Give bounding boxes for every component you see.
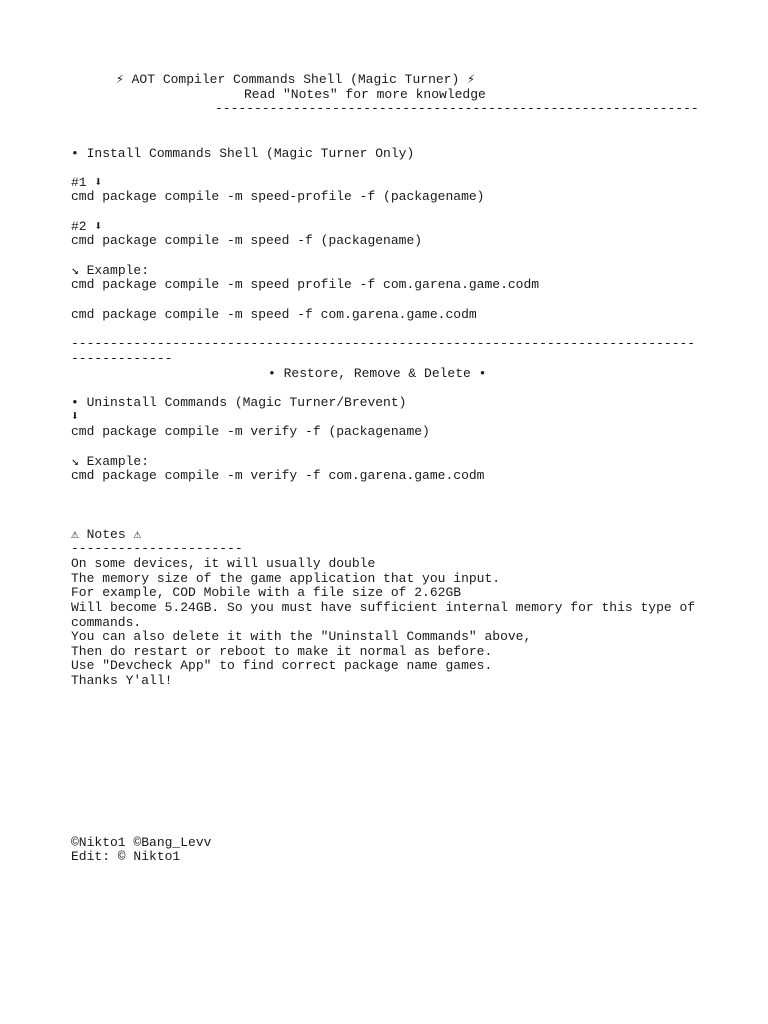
notes-line: Then do restart or reboot to make it normal as before. [71, 644, 493, 659]
doc-title: ⚡ AOT Compiler Commands Shell (Magic Turner) ⚡ [116, 72, 475, 87]
notes-line: You can also delete it with the "Uninstall Commands" above, [71, 629, 532, 644]
restore-title: • Restore, Remove & Delete • [268, 366, 487, 381]
notes-line: Will become 5.24GB. So you must have sufficient internal memory for this type of commands. [71, 600, 703, 630]
edit-credit: Edit: © Nikto1 [71, 849, 181, 864]
down-arrow-icon: ⬇ [71, 409, 79, 424]
notes-heading: ⚠ Notes ⚠ [71, 527, 142, 542]
notes-line: For example, COD Mobile with a file size of 2.62GB [71, 585, 462, 600]
command-1: cmd package compile -m speed-profile -f (packagename) [71, 189, 485, 204]
notes-line: Thanks Y'all! [71, 673, 173, 688]
uninstall-heading: • Uninstall Commands (Magic Turner/Brevent) [71, 395, 407, 410]
section-divider: --------------------------------------------------------------------------------------------- [71, 336, 696, 366]
install-example-2: cmd package compile -m speed -f com.garena.game.codm [71, 307, 477, 322]
notes-line: On some devices, it will usually double [71, 556, 376, 571]
uninstall-example: cmd package compile -m verify -f com.garena.game.codm [71, 468, 485, 483]
doc-subtitle: Read "Notes" for more knowledge [244, 87, 486, 102]
command-2-label: #2 ⬇ [71, 219, 103, 234]
install-example-1: cmd package compile -m speed profile -f com.garena.game.codm [71, 277, 540, 292]
notes-rule: ---------------------- [71, 541, 243, 556]
command-1-label: #1 ⬇ [71, 175, 103, 190]
credits: ©Nikto1 ©Bang_Levv [71, 835, 212, 850]
header-rule: -------------------------------------------------------------- [215, 101, 699, 116]
notes-line: Use "Devcheck App" to find correct package name games. [71, 658, 493, 673]
notes-line: The memory size of the game application that you input. [71, 571, 501, 586]
uninstall-example-label: ↘ Example: [71, 454, 150, 469]
install-example-label: ↘ Example: [71, 263, 150, 278]
uninstall-command: cmd package compile -m verify -f (packagename) [71, 424, 430, 439]
install-heading: • Install Commands Shell (Magic Turner Only) [71, 146, 415, 161]
command-2: cmd package compile -m speed -f (packagename) [71, 233, 423, 248]
